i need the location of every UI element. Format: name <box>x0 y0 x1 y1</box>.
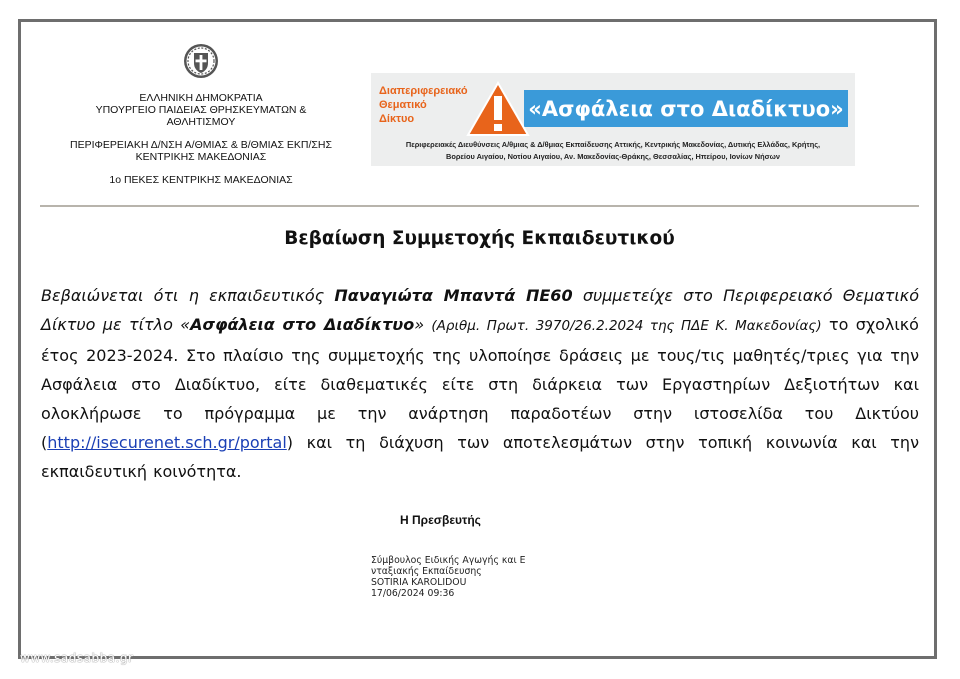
portal-link[interactable]: http://isecurenet.sch.gr/portal <box>47 433 287 452</box>
protocol-reference: (Αριθμ. Πρωτ. 3970/26.2.2024 της ΠΔΕ Κ. Μακεδονίας) <box>431 318 822 334</box>
document-title: Βεβαίωση Συμμετοχής Εκπαιδευτικού <box>284 228 675 249</box>
teacher-name: Παναγιώτα Μπαντά ΠΕ60 <box>334 286 573 305</box>
region-block <box>50 139 352 163</box>
signatory-role: Η Πρεσβευτής <box>400 513 481 527</box>
digital-signature <box>371 555 591 599</box>
region-line-1: ΠΕΡΙΦΕΡΕΙΑΚΗ Δ/ΝΣΗ Α/ΘΜΙΑΣ & Β/ΘΜΙΑΣ ΕΚΠ/ΣΗΣ <box>70 139 332 151</box>
header-divider <box>40 205 919 207</box>
watermark: www.sadsabba.gr <box>20 651 134 665</box>
ministry-line-1: ΕΛΛΗΝΙΚΗ ΔΗΜΟΚΡΑΤΙΑ <box>139 92 263 104</box>
body-after-title: » <box>414 315 432 334</box>
ministry-block <box>50 92 352 128</box>
banner-network-line-3: Δίκτυο <box>379 113 415 125</box>
pekes-line: 1ο ΠΕΚΕΣ ΚΕΝΤΡΙΚΗΣ ΜΑΚΕΔΟΝΙΑΣ <box>109 174 293 186</box>
signature-timestamp: 17/06/2024 09:36 <box>371 588 455 599</box>
body-main: το σχολικό έτος 2023-2024. Στο πλαίσιο της συμμετοχής της υλοποίησε δράσεις με τους/τις μαθητές/τριες για την Ασφάλεια στο Διαδίκτυο, είτε διαθεματικές είτε στη διάρκεια των Εργαστηρίων Δεξιοτήτων και ολοκλήρωσε το πρόγραμμα με την ανάρτηση παραδοτέων στην ιστοσελίδα του Δικτύου ( <box>41 315 919 452</box>
region-line-2: ΚΕΝΤΡΙΚΗΣ ΜΑΚΕΔΟΝΙΑΣ <box>135 151 267 163</box>
network-title: Ασφάλεια στο Διαδίκτυο <box>190 315 415 334</box>
certificate-body <box>41 281 919 486</box>
issuer-header <box>50 92 352 186</box>
body-after-teacher: συμμετείχε στο Περιφερειακό Θεματικό Δίκτυο με τίτλο « <box>41 286 919 334</box>
banner-network-line-2: Θεματικό <box>379 99 427 111</box>
banner-subtitle-line-1: Περιφερειακές Διευθύνσεις Α/θμιας & Δ/θμιας Εκπαίδευσης Αττικής, Κεντρικής Μακεδονίας, Δυτικής Ελλάδας, Κρήτης, <box>405 140 821 149</box>
body-intro: Βεβαιώνεται ότι η εκπαιδευτικός <box>41 286 335 305</box>
banner-network-line-1: Διαπεριφερειακό <box>379 85 468 97</box>
banner-subtitle <box>373 139 853 163</box>
banner-subtitle-line-2: Βορείου Αιγαίου, Νοτίου Αιγαίου, Αν. Μακεδονίας-Θράκης, Θεσσαλίας, Ηπείρου, Ιονίων Νήσων <box>445 152 781 161</box>
ministry-line-3: ΑΘΛΗΤΙΣΜΟΥ <box>166 116 236 128</box>
greek-emblem-icon <box>183 43 219 79</box>
signature-line-2: νταξιακής Εκπαίδευσης <box>371 566 482 577</box>
banner-title: «Ασφάλεια στο Διαδίκτυο» <box>524 90 848 127</box>
ministry-line-2: ΥΠΟΥΡΓΕΙΟ ΠΑΙΔΕΙΑΣ ΘΡΗΣΚΕΥΜΑΤΩΝ & <box>95 104 307 116</box>
signature-name: SOTIRIA KAROLIDOU <box>371 577 467 588</box>
body-end: ) και τη διάχυση των αποτελεσμάτων στην τοπική κοινωνία και την εκπαιδευτική κοινότητα. <box>41 433 919 481</box>
signature-line-1: Σύμβουλος Ειδικής Αγωγής και Ε <box>371 555 526 566</box>
network-banner <box>371 73 855 166</box>
warning-triangle-icon <box>466 81 530 137</box>
